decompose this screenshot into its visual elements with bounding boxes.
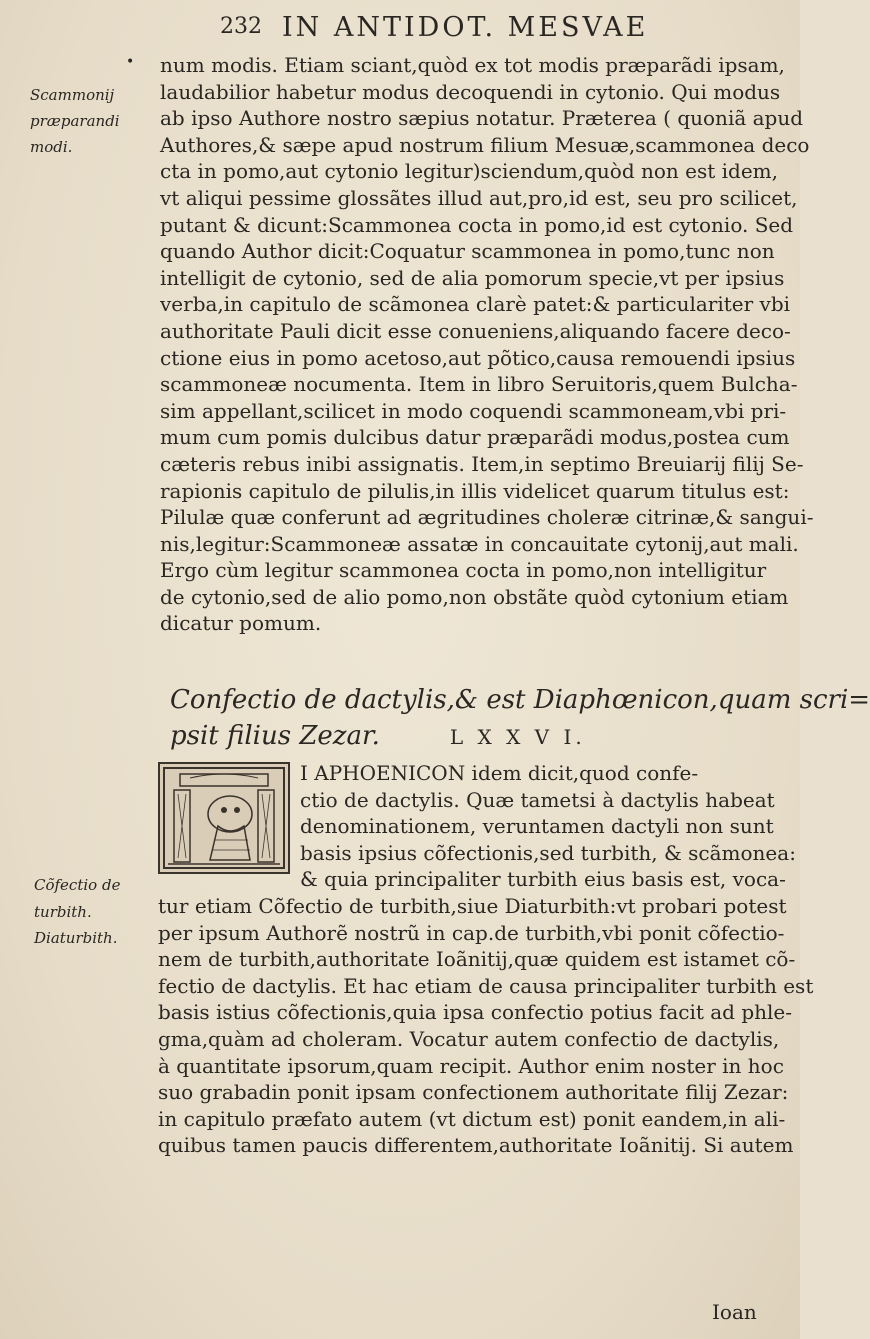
body-text: [160, 52, 814, 637]
text-line: à quantitate ipsorum,quam recipit. Author enim noster in hoc: [158, 1053, 784, 1078]
text-line: verba,in capitulo de scãmonea clarè patet:& particulariter vbi: [160, 292, 791, 317]
text-line: laudabilior habetur modus decoquendi in cytonio. Qui modus: [160, 79, 781, 104]
text-line: intelligit de cytonio, sed de alia pomorum specie,vt per ipsius: [160, 265, 785, 290]
margin-note: Diaturbith.: [34, 929, 118, 948]
margin-note: Cõfectio de: [34, 876, 121, 894]
text-line: rapionis capitulo de pilulis,in illis videlicet quarum titulus est:: [160, 478, 790, 503]
text-line: num modis. Etiam sciant,quòd ex tot modis præparãdi ipsam,: [160, 53, 785, 77]
chapter-title: [170, 682, 870, 755]
text-line: scammoneæ nocumenta. Item in libro Seruitoris,quem Bulcha-: [160, 372, 798, 397]
text-line: dicatur pomum.: [160, 611, 322, 636]
catchword: Ioan: [712, 1300, 757, 1324]
text-line: basis istius cõfectionis,quia ipsa confectio potius facit ad phle-: [158, 1000, 793, 1025]
text-line: quando Author dicit:Coquatur scammonea in pomo,tunc non: [160, 239, 775, 264]
text-line: cta in pomo,aut cytonio legitur)sciendum,quòd non est idem,: [160, 159, 779, 184]
margin-notes-top: [30, 82, 156, 160]
chapter-number: L X X V I.: [449, 725, 586, 749]
text-line: ab ipso Authore nostro sæpius notatur. Præterea ( quoniã apud: [160, 106, 804, 131]
text-line: cæteris rebus inibi assignatis. Item,in septimo Breuiarij filij Se-: [160, 451, 804, 476]
text-line: Pilulæ quæ conferunt ad ægritudines choleræ citrinæ,& sangui-: [160, 505, 814, 530]
text-line: I APHOENICON idem dicit,quod confe-: [300, 761, 699, 785]
text-line: & quia principaliter turbith eius basis est, voca-: [300, 867, 786, 892]
page-number: 232: [220, 14, 262, 39]
text-line: authoritate Pauli dicit esse conueniens,aliquando facere deco-: [160, 318, 791, 343]
chapter-title-line-2: [170, 718, 770, 755]
chapter-title-text: psit filius Zezar.: [170, 721, 380, 751]
text-line: de cytonio,sed de alio pomo,non obstãte quòd cytonium etiam: [160, 584, 789, 609]
margin-note: præparandi: [30, 112, 120, 130]
text-line: fectio de dactylis. Et hac etiam de causa principaliter turbith est: [158, 973, 814, 998]
running-head: IN ANTIDOT. MESVAE: [282, 12, 649, 43]
margin-note: modi.: [30, 138, 73, 156]
text-line: ctio de dactylis. Quæ tametsi à dactylis habeat: [300, 787, 775, 812]
margin-note: turbith.: [34, 902, 92, 921]
text-line: per ipsum Authorẽ nostrũ in cap.de turbith,vbi ponit cõfectio-: [158, 920, 785, 945]
text-line: quibus tamen paucis differentem,authoritate Ioãnitij. Si autem: [158, 1133, 794, 1158]
bullet-mark: •: [126, 54, 135, 70]
text-line: nem de turbith,authoritate Ioãnitij,quæ quidem est istamet cõ-: [158, 947, 796, 972]
chapter-body: [158, 760, 814, 1159]
text-line: putant & dicunt:Scammonea cocta in pomo,id est cytonio. Sed: [160, 212, 794, 237]
text-line: Ergo cùm legitur scammonea cocta in pomo,non intelligitur: [160, 558, 767, 583]
text-line: nis,legitur:Scammoneæ assatæ in concauitate cytonij,aut mali.: [160, 531, 799, 556]
text-line: basis ipsius cõfectionis,sed turbith, & scãmonea:: [300, 840, 796, 865]
text-line: suo grabadin ponit ipsam confectionem authoritate filij Zezar:: [158, 1080, 789, 1105]
margin-notes-bottom: [34, 872, 154, 952]
text-line: denominationem, veruntamen dactyli non sunt: [300, 814, 774, 839]
text-line: Authores,& sæpe apud nostrum filium Mesuæ,scammonea deco: [160, 132, 810, 157]
text-line: mum cum pomis dulcibus datur præparãdi modus,postea cum: [160, 425, 790, 450]
margin-note: Scammonij: [30, 86, 115, 104]
text-line: sim appellant,scilicet in modo coquendi scammoneam,vbi pri-: [160, 398, 787, 423]
text-line: gma,quàm ad choleram. Vocatur autem confectio de dactylis,: [158, 1026, 780, 1051]
text-line: vt aliqui pessime glossãtes illud aut,pro,id est, seu pro scilicet,: [160, 185, 798, 210]
text-line: ctione eius in pomo acetoso,aut põtico,causa remouendi ipsius: [160, 345, 796, 370]
chapter-title-line: Confectio de dactylis,& est Diaphœnicon,quam scri=: [170, 685, 870, 715]
text-line: tur etiam Cõfectio de turbith,siue Diaturbith:vt probari potest: [158, 893, 787, 918]
page-header: [0, 8, 800, 48]
text-line: in capitulo præfato autem (vt dictum est) ponit eandem,in ali-: [158, 1106, 786, 1131]
